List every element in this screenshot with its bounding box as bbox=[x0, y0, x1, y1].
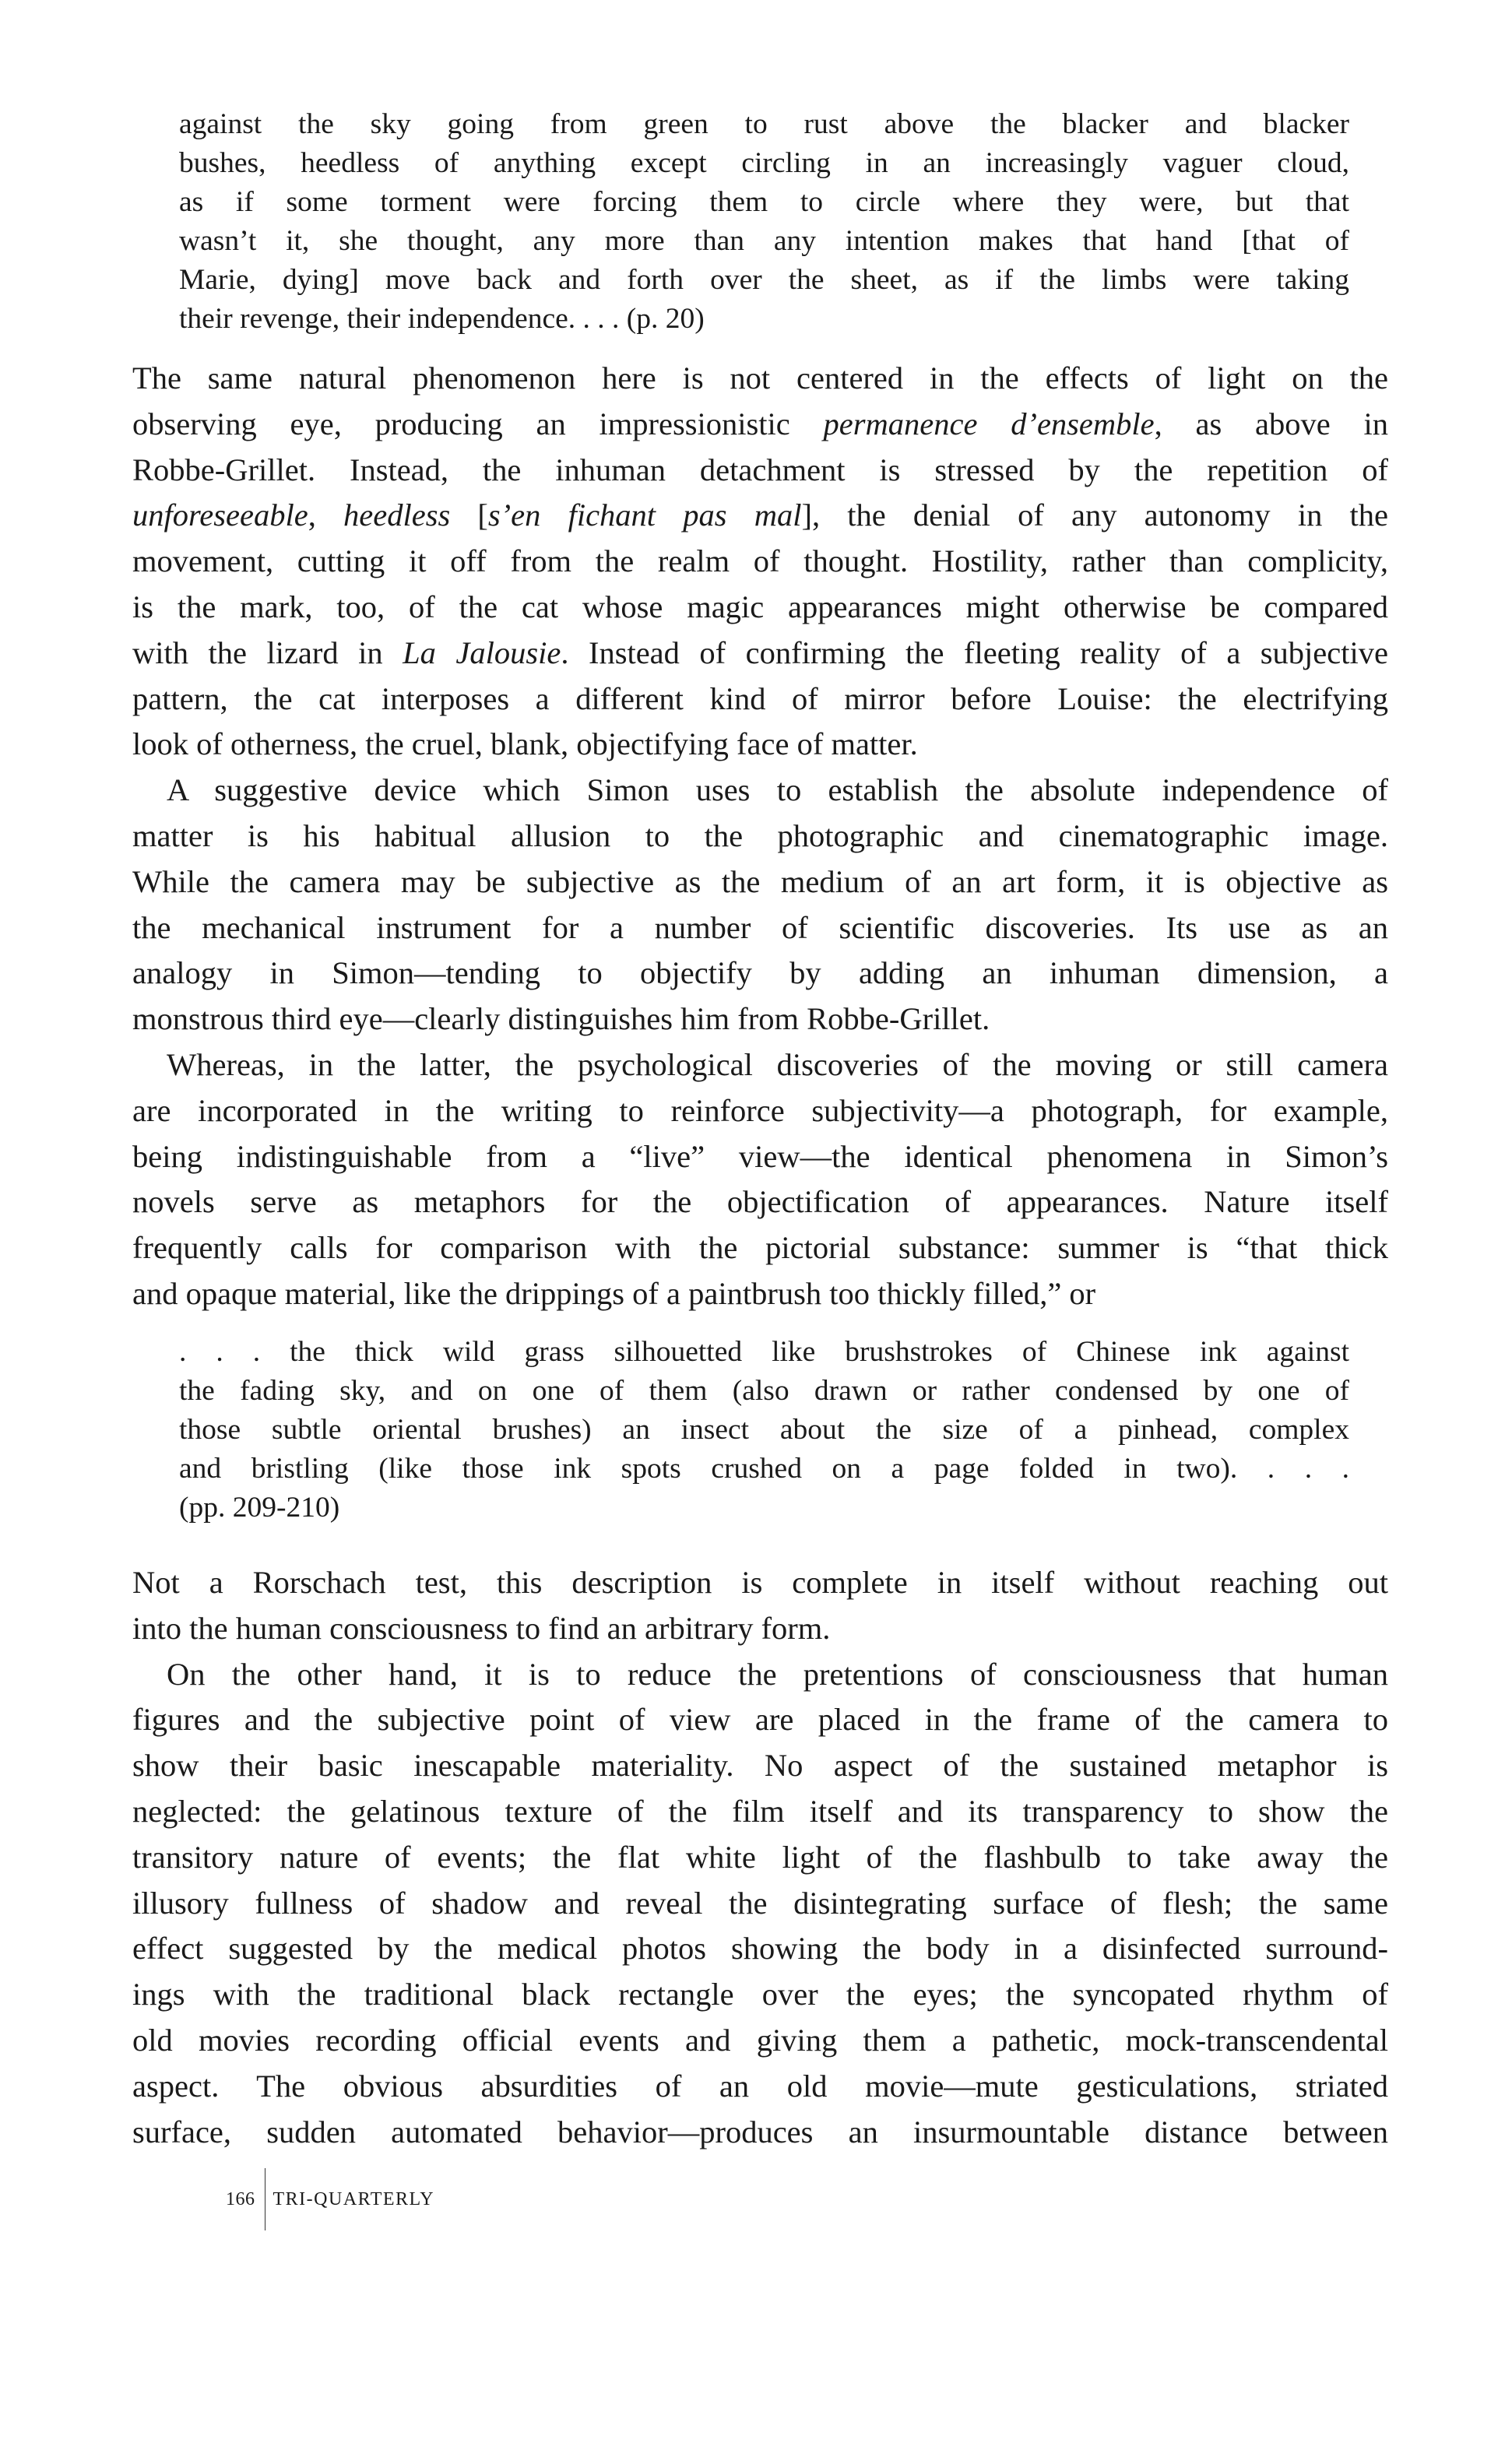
body-line: matter is his habitual allusion to the photographic and cinematographic image. bbox=[132, 817, 1388, 853]
body-line: Robbe-Grillet. Instead, the inhuman detachment is stressed by the repetition of bbox=[132, 452, 1388, 487]
page-footer bbox=[226, 2168, 434, 2230]
quote-line: . . . the thick wild grass silhouetted like brushstrokes of Chinese ink against bbox=[179, 1336, 1349, 1368]
quote-line: as if some torment were forcing them to circle where they were, but that bbox=[179, 186, 1349, 218]
quote-line: the fading sky, and on one of them (also drawn or rather condensed by one of bbox=[179, 1375, 1349, 1407]
body-line: monstrous third eye—clearly distinguishes him from Robbe-Grillet. bbox=[132, 1001, 990, 1037]
body-line: and opaque material, like the drippings of a paintbrush too thickly filled,” or bbox=[132, 1275, 1096, 1311]
text-run: observing eye, producing an impressionistic bbox=[132, 406, 824, 441]
text-run: ], the denial of any autonomy in the bbox=[801, 497, 1389, 533]
body-line: surface, sudden automated behavior—produces an insurmountable distance between bbox=[132, 2114, 1388, 2149]
body-line: illusory fullness of shadow and reveal the disintegrating surface of flesh; the same bbox=[132, 1885, 1388, 1921]
body-line: look of otherness, the cruel, blank, objectifying face of matter. bbox=[132, 726, 918, 762]
text-run: , as above in bbox=[1154, 406, 1388, 441]
body-line: transitory nature of events; the flat white light of the flashbulb to take away the bbox=[132, 1839, 1388, 1875]
body-line bbox=[132, 493, 1388, 539]
body-line: ings with the traditional black rectangle over the eyes; the syncopated rhythm of bbox=[132, 1977, 1388, 2012]
quote-line: and bristling (like those ink spots crushed on a page folded in two). . . . bbox=[179, 1453, 1349, 1485]
text-run: , bbox=[308, 497, 344, 533]
body-line: being indistinguishable from a “live” view—the identical phenomena in Simon’s bbox=[132, 1138, 1388, 1174]
body-line: old movies recording official events and giving them a pathetic, mock-transcendental bbox=[132, 2022, 1388, 2058]
body-line: frequently calls for comparison with the pictorial substance: summer is “that thick bbox=[132, 1230, 1388, 1266]
quote-line: those subtle oriental brushes) an insect about the size of a pinhead, complex bbox=[179, 1414, 1349, 1446]
paragraph-4-5 bbox=[132, 1560, 1388, 2155]
body-line bbox=[132, 402, 1388, 448]
text-run: [ bbox=[450, 497, 488, 533]
body-line: pattern, the cat interposes a different kind of mirror before Louise: the electrifying bbox=[132, 680, 1388, 716]
body-line: show their basic inescapable materiality. No aspect of the sustained metaphor is bbox=[132, 1748, 1388, 1784]
body-line: While the camera may be subjective as the medium of an art form, it is objective as bbox=[132, 863, 1388, 899]
body-line: Not a Rorschach test, this description is complete in itself without reaching out bbox=[132, 1565, 1388, 1600]
quote-line: (pp. 209-210) bbox=[179, 1492, 340, 1524]
quote-line: against the sky going from green to rust above the blacker and blacker bbox=[179, 108, 1349, 140]
italic-term: unforeseeable bbox=[132, 497, 308, 533]
body-line: are incorporated in the writing to reinforce subjectivity—a photograph, for example, bbox=[132, 1092, 1388, 1128]
page-number: 166 bbox=[226, 2188, 255, 2209]
body-line: On the other hand, it is to reduce the pretentions of consciousness that human bbox=[167, 1656, 1388, 1692]
body-line: Whereas, in the latter, the psychological discoveries of the moving or still camera bbox=[167, 1046, 1388, 1082]
body-line: neglected: the gelatinous texture of the film itself and its transparency to show the bbox=[132, 1793, 1388, 1829]
italic-term: s’en fichant pas mal bbox=[487, 497, 802, 533]
quote-line: bushes, heedless of anything except circling in an increasingly vaguer cloud, bbox=[179, 147, 1349, 179]
body-line: effect suggested by the medical photos showing the body in a disinfected surround- bbox=[132, 1931, 1388, 1967]
italic-term: heedless bbox=[343, 497, 451, 533]
body-line: the mechanical instrument for a number of scientific discoveries. Its use as an bbox=[132, 909, 1388, 945]
quote-line: Marie, dying] move back and forth over the sheet, as if the limbs were taking bbox=[179, 264, 1349, 296]
journal-name: TRI-QUARTERLY bbox=[273, 2188, 435, 2209]
text-run: with the lizard in bbox=[132, 634, 403, 670]
body-line: The same natural phenomenon here is not centered in the effects of light on the bbox=[132, 360, 1388, 395]
body-line: aspect. The obvious absurdities of an old movie—mute gesticulations, striated bbox=[132, 2068, 1388, 2104]
body-line: novels serve as metaphors for the objectification of appearances. Nature itself bbox=[132, 1184, 1388, 1220]
body-line: A suggestive device which Simon uses to establish the absolute independence of bbox=[167, 772, 1388, 808]
text-run: . Instead of confirming the fleeting reality of a subjective bbox=[561, 634, 1388, 670]
body-line: movement, cutting it off from the realm of thought. Hostility, rather than complicity, bbox=[132, 543, 1388, 579]
paragraph-1 bbox=[132, 356, 1388, 1317]
body-line bbox=[132, 631, 1388, 677]
body-line: into the human consciousness to find an arbitrary form. bbox=[132, 1610, 831, 1646]
italic-title: La Jalousie bbox=[403, 634, 561, 670]
italic-term: permanence d’ensemble bbox=[823, 406, 1155, 441]
body-line: analogy in Simon—tending to objectify by adding an inhuman dimension, a bbox=[132, 955, 1388, 991]
quote-line: their revenge, their independence. . . . (p. 20) bbox=[179, 303, 705, 335]
block-quote-2 bbox=[179, 1333, 1349, 1527]
quote-line: wasn’t it, she thought, any more than any intention makes that hand [that of bbox=[179, 225, 1349, 257]
block-quote-1 bbox=[179, 105, 1349, 339]
body-line: figures and the subjective point of view are placed in the frame of the camera to bbox=[132, 1702, 1388, 1738]
body-line: is the mark, too, of the cat whose magic appearances might otherwise be compared bbox=[132, 589, 1388, 624]
